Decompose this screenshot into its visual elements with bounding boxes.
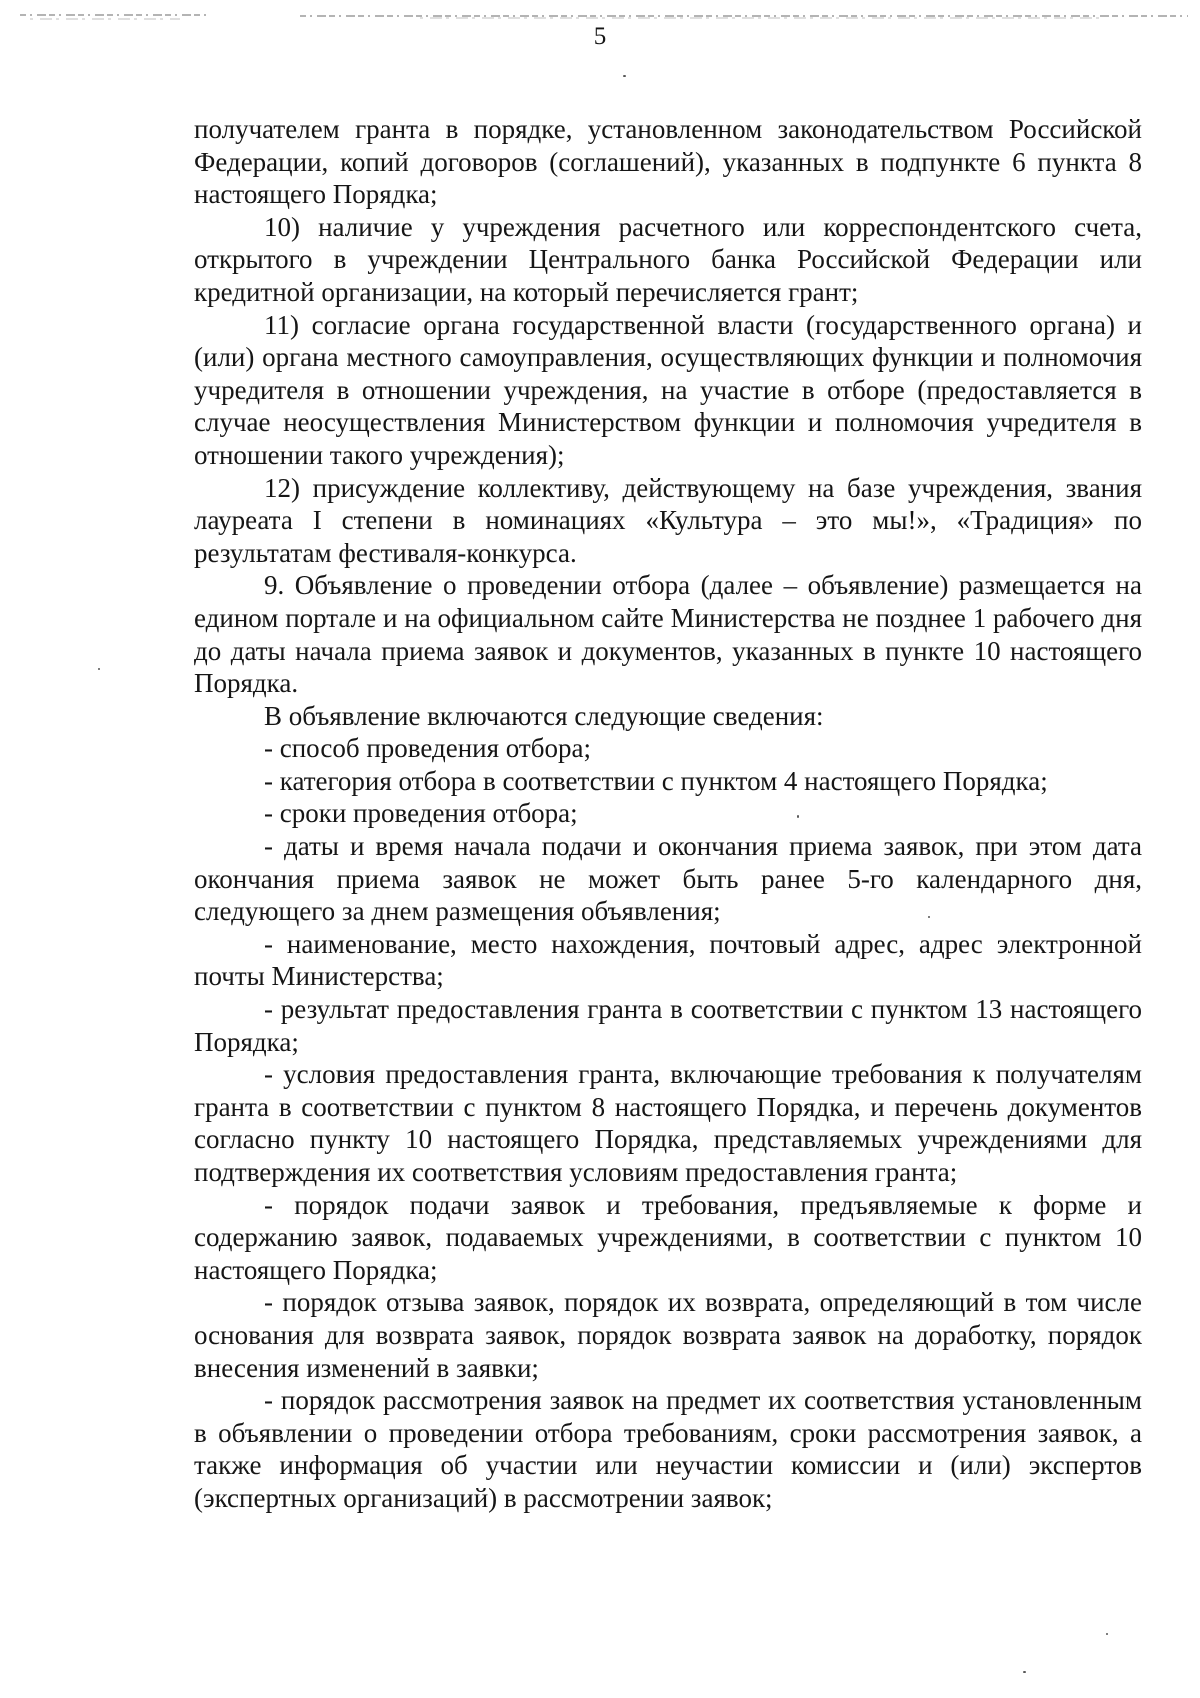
bullet-selection-method: - способ проведения отбора;	[264, 733, 591, 764]
page-number: 5	[593, 23, 607, 50]
bullet-grant-conditions: - условия предоставления гранта, включающие требования к получателям гранта в соответствии с пунктом 8 настоящего Порядка, и перечень документов согласно пункту 10 настоящего Порядка, представляемых учреждениями для подтверждения их соответствия условиям предоставления гранта;	[194, 1059, 1142, 1187]
scan-speck	[928, 916, 930, 918]
bullet-selection-terms: - сроки проведения отбора;	[264, 798, 578, 829]
bullet-ministry-details: - наименование, место нахождения, почтовый адрес, адрес электронной почты Министерства;	[194, 928, 1142, 992]
bullet-grant-result: - результат предоставления гранта в соответствии с пунктом 13 настоящего Порядка;	[194, 994, 1142, 1057]
bullet-withdrawal-procedure: - порядок отзыва заявок, порядок их возврата, определяющий в том числе основания для возврата заявок, порядок возврата заявок на доработку, порядок внесения изменений в заявки;	[194, 1287, 1142, 1383]
scan-speck	[623, 75, 626, 77]
bullet-application-dates: - даты и время начала подачи и окончания приема заявок, при этом дата окончания приема заявок не может быть ранее 5-го календарного дня, следующего за днем размещения объявления;	[194, 831, 1142, 927]
list-item-12: 12) присуждение коллективу, действующему на базе учреждения, звания лауреата I степени в номинациях «Культура – это мы!», «Традиция» по результатам фестиваля-конкурса.	[194, 472, 1142, 568]
scan-edge-artifacts	[0, 12, 1200, 22]
scan-speck	[1023, 1671, 1026, 1673]
list-item-10: 10) наличие у учреждения расчетного или корреспондентского счета, открытого в учреждении Центрального банка Российской Федерации или кредитной организации, на который перечисляется грант;	[194, 211, 1142, 307]
bullet-review-procedure: - порядок рассмотрения заявок на предмет их соответствия установленным в объявлении о проведении отбора требованиям, сроки рассмотрения заявок, а также информация об участии или неучастии комиссии и (или) экспертов (экспертных организаций) в рассмотрении заявок;	[194, 1385, 1142, 1513]
bullet-selection-category: - категория отбора в соответствии с пунктом 4 настоящего Порядка;	[264, 765, 1048, 796]
bullet-submission-procedure: - порядок подачи заявок и требования, предъявляемые к форме и содержанию заявок, подаваемых учреждениями, в соответствии с пунктом 10 настоящего Порядка;	[194, 1189, 1142, 1285]
scan-speck	[98, 668, 100, 670]
scan-speck	[1106, 1633, 1108, 1635]
paragraph-continuation: получателем гранта в порядке, установленном законодательством Российской Федерации, копий договоров (соглашений), указанных в подпункте 6 пункта 8 настоящего Порядка;	[194, 114, 1142, 210]
section-9-paragraph: 9. Объявление о проведении отбора (далее – объявление) размещается на едином портале и на официальном сайте Министерства не позднее 1 рабочего дня до даты начала приема заявок и документов, указанных в пункте 10 настоящего Порядка.	[194, 570, 1142, 699]
announcement-intro: В объявление включаются следующие сведения:	[264, 700, 824, 731]
list-item-11: 11) согласие органа государственной власти (государственного органа) и (или) органа местного самоуправления, осуществляющих функции и полномочия учредителя в отношении учреждения, на участие в отборе (предоставляется в случае неосуществления Министерством функции и полномочия учредителя в отношении такого учреждения);	[194, 309, 1142, 470]
document-body	[194, 113, 1142, 1515]
scan-speck	[797, 815, 799, 818]
